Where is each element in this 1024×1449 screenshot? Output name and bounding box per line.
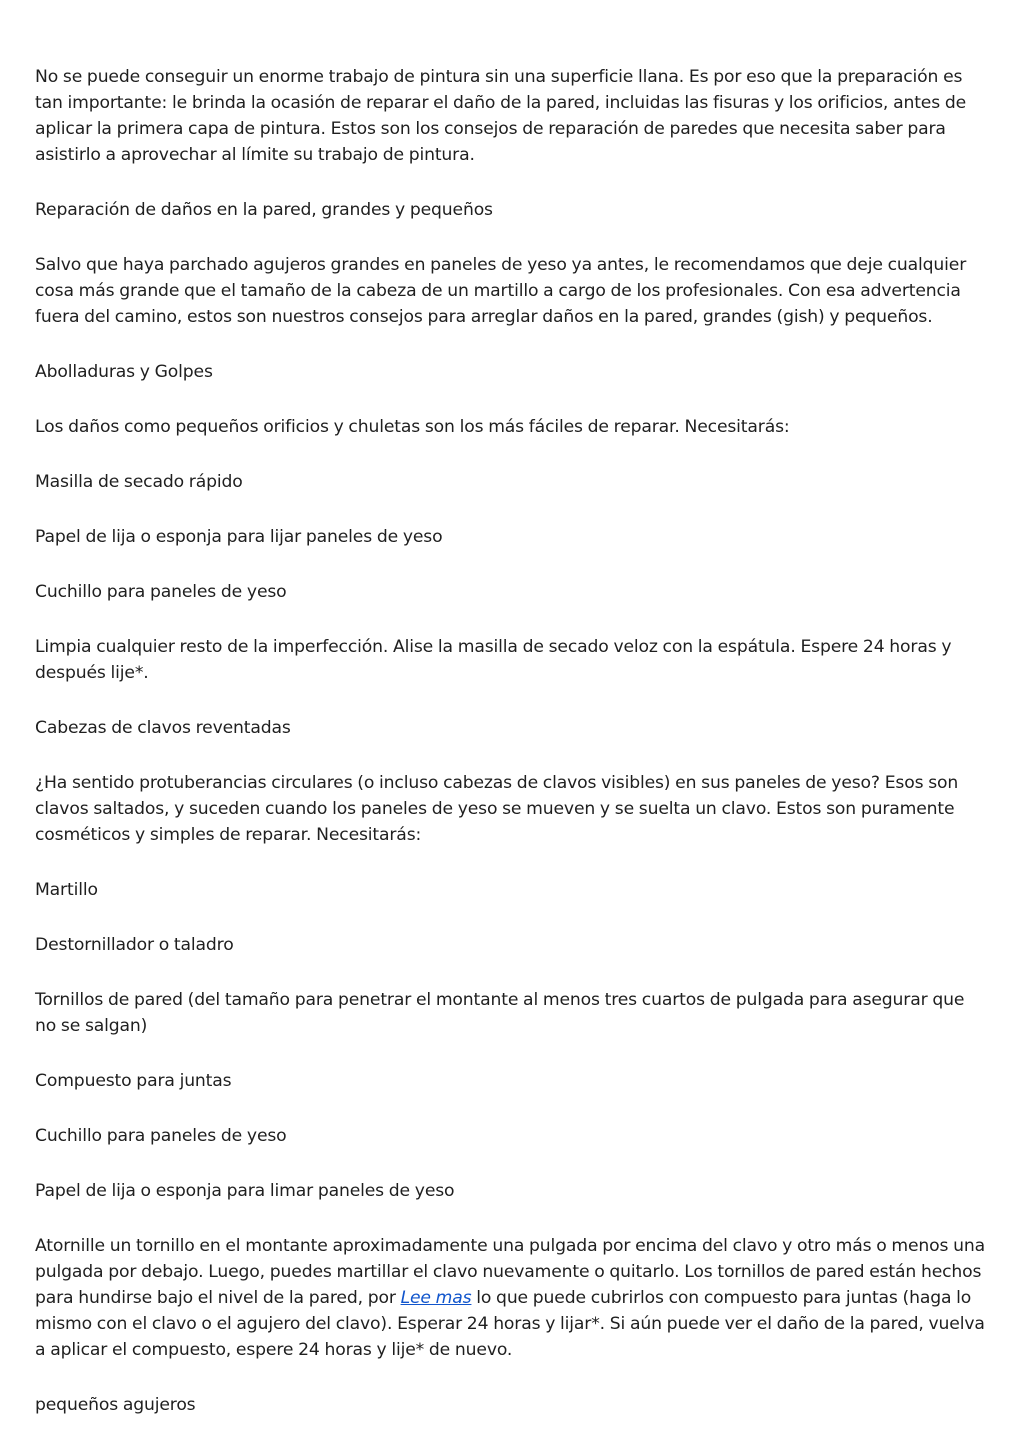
advice-paragraph: Salvo que haya parchado agujeros grandes en paneles de yeso ya antes, le recomendamos que deje cualquier cosa más grande que el tamaño de la cabeza de un martillo a cargo de los profesionales. Con esa advertencia fuera del camino, estos son nuestros consejos para arreglar daños en la pared, grandes (gish) y pequeños. xyxy=(35,255,967,327)
section-heading-dents: Abolladuras y Golpes xyxy=(35,362,213,382)
nail-pops-instructions-paragraph xyxy=(35,1233,990,1363)
intro-paragraph: No se puede conseguir un enorme trabajo de pintura sin una superficie llana. Es por eso que la preparación es tan importante: le brinda la ocasión de reparar el daño de la pared, incluidas las fisuras y los orificios, antes de aplicar la primera capa de pintura. Estos son los consejos de reparación de paredes que necesita saber para asistirlo a aprovechar al límite su trabajo de pintura. xyxy=(35,67,967,165)
document-page xyxy=(35,64,990,1447)
list-item-screwdriver: Destornillador o taladro xyxy=(35,935,234,955)
read-more-link[interactable]: Lee mas xyxy=(400,1288,472,1308)
section-heading-small-holes: pequeños agujeros xyxy=(35,1395,196,1415)
list-item-wall-screws: Tornillos de pared (del tamaño para penetrar el montante al menos tres cuartos de pulgada para asegurar que no se salgan) xyxy=(35,990,965,1036)
list-item-putty: Masilla de secado rápido xyxy=(35,472,243,492)
section-heading-nail-pops: Cabezas de clavos reventadas xyxy=(35,718,291,738)
list-item-knife: Cuchillo para paneles de yeso xyxy=(35,582,287,602)
list-item-sandpaper: Papel de lija o esponja para lijar paneles de yeso xyxy=(35,527,443,547)
section-heading-wall-repair: Reparación de daños en la pared, grandes y pequeños xyxy=(35,200,493,220)
dents-needs-paragraph: Los daños como pequeños orificios y chuletas son los más fáciles de reparar. Necesitarás: xyxy=(35,417,790,437)
dents-instructions-paragraph: Limpia cualquier resto de la imperfección. Alise la masilla de secado veloz con la espátula. Espere 24 horas y después lije*. xyxy=(35,637,952,683)
instructions-text-before-link: Atornille un tornillo en el montante aproximadamente una pulgada por encima del clavo y otro más o menos una pulgada por debajo. Luego, puedes martillar el clavo nuevamente o quitarlo. Los tornillos de pared están hechos para hundirse bajo el nivel de la pared, por xyxy=(35,1236,986,1308)
list-item-sandpaper-2: Papel de lija o esponja para limar paneles de yeso xyxy=(35,1181,455,1201)
list-item-hammer: Martillo xyxy=(35,880,98,900)
nail-pops-paragraph: ¿Ha sentido protuberancias circulares (o incluso cabezas de clavos visibles) en sus paneles de yeso? Esos son clavos saltados, y suceden cuando los paneles de yeso se mueven y se suelta un clavo. Estos son puramente cosméticos y simples de reparar. Necesitarás: xyxy=(35,773,959,845)
list-item-knife-2: Cuchillo para paneles de yeso xyxy=(35,1126,287,1146)
instructions-text-after-link: lo que puede cubrirlos con compuesto para juntas (haga lo mismo con el clavo o el agujero del clavo). Esperar 24 horas y lijar*. Si aún puede ver el daño de la pared, vuelva a aplicar el compuesto, espere 24 horas y lije* de nuevo. xyxy=(35,1288,985,1360)
list-item-joint-compound: Compuesto para juntas xyxy=(35,1071,232,1091)
